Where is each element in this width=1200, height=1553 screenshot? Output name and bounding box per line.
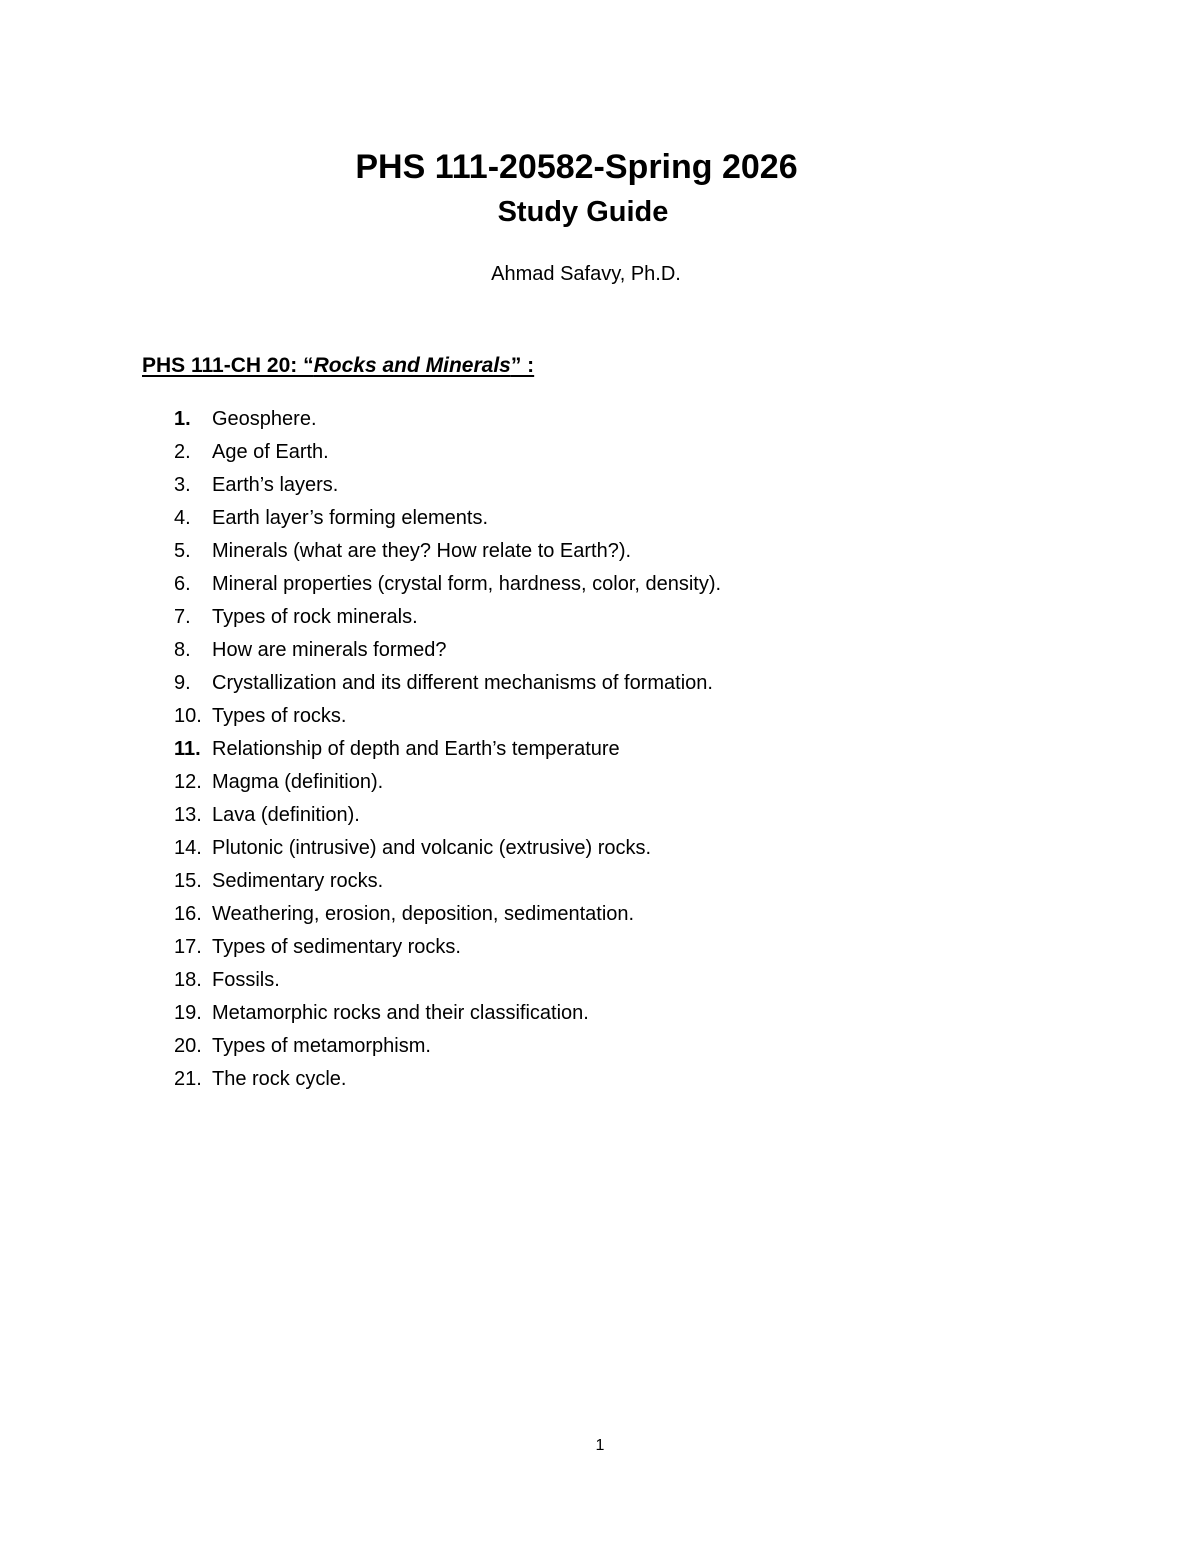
list-item-text: Plutonic (intrusive) and volcanic (extrusive) rocks.	[212, 837, 652, 859]
list-item-number: 12.	[174, 771, 202, 793]
list-item-text: Types of metamorphism.	[212, 1035, 431, 1057]
list-item	[174, 568, 721, 601]
list-item	[174, 436, 721, 469]
list-item	[174, 1063, 721, 1096]
list-item	[174, 469, 721, 502]
list-item-number: 15.	[174, 870, 202, 892]
list-item-number: 18.	[174, 969, 202, 991]
list-item	[174, 865, 721, 898]
list-item-number: 17.	[174, 936, 202, 958]
list-item	[174, 997, 721, 1030]
section-chapter-name: Rocks and Minerals	[313, 354, 511, 377]
list-item-number: 11.	[174, 738, 201, 760]
document-subtitle: Study Guide	[497, 196, 669, 228]
list-item-number: 3.	[174, 474, 191, 496]
list-item-number: 14.	[174, 837, 202, 859]
list-item	[174, 403, 721, 436]
list-item-number: 4.	[174, 507, 191, 529]
list-item-number: 5.	[174, 540, 191, 562]
list-item-text: Types of rocks.	[212, 705, 347, 727]
list-item-number: 1.	[174, 408, 191, 430]
list-item	[174, 601, 721, 634]
list-item	[174, 799, 721, 832]
list-item-text: How are minerals formed?	[212, 639, 447, 661]
section-heading-prefix: PHS 111-CH 20: “	[142, 354, 314, 377]
list-item	[174, 535, 721, 568]
list-item-number: 9.	[174, 672, 191, 694]
list-item-number: 13.	[174, 804, 202, 826]
list-item-number: 6.	[174, 573, 191, 595]
topic-list	[174, 403, 721, 1096]
list-item	[174, 634, 721, 667]
list-item-text: Lava (definition).	[212, 804, 360, 826]
list-item-number: 20.	[174, 1035, 202, 1057]
section-heading	[142, 351, 534, 381]
list-item-text: Sedimentary rocks.	[212, 870, 384, 892]
list-item-text: Magma (definition).	[212, 771, 384, 793]
author-name: Ahmad Safavy, Ph.D.	[491, 263, 681, 285]
list-item	[174, 931, 721, 964]
list-item-text: Geosphere.	[212, 408, 317, 430]
list-item	[174, 766, 721, 799]
list-item-number: 7.	[174, 606, 191, 628]
page-number: 1	[595, 1437, 605, 1454]
list-item-number: 8.	[174, 639, 191, 661]
list-item-text: Metamorphic rocks and their classification.	[212, 1002, 589, 1024]
section-heading-suffix: ” :	[510, 354, 535, 377]
list-item-text: Minerals (what are they? How relate to Earth?).	[212, 540, 632, 562]
list-item-text: Types of sedimentary rocks.	[212, 936, 461, 958]
list-item	[174, 667, 721, 700]
list-item-text: Relationship of depth and Earth’s temperature	[212, 738, 620, 760]
list-item-number: 19.	[174, 1002, 202, 1024]
list-item-number: 2.	[174, 441, 191, 463]
list-item-text: Crystallization and its different mechanisms of formation.	[212, 672, 713, 694]
list-item	[174, 898, 721, 931]
list-item	[174, 964, 721, 997]
list-item	[174, 1030, 721, 1063]
list-item-text: Earth layer’s forming elements.	[212, 507, 489, 529]
list-item	[174, 733, 721, 766]
list-item-text: Weathering, erosion, deposition, sedimentation.	[212, 903, 635, 925]
list-item	[174, 832, 721, 865]
list-item-text: Fossils.	[212, 969, 280, 991]
list-item	[174, 700, 721, 733]
list-item-text: Mineral properties (crystal form, hardness, color, density).	[212, 573, 722, 595]
list-item-number: 10.	[174, 705, 202, 727]
list-item-text: Age of Earth.	[212, 441, 329, 463]
list-item-text: Types of rock minerals.	[212, 606, 418, 628]
list-item-text: Earth’s layers.	[212, 474, 339, 496]
list-item-text: The rock cycle.	[212, 1068, 347, 1090]
document-title: PHS 111-20582-Spring 2026	[355, 148, 798, 186]
list-item-number: 16.	[174, 903, 202, 925]
list-item	[174, 502, 721, 535]
list-item-number: 21.	[174, 1068, 202, 1090]
